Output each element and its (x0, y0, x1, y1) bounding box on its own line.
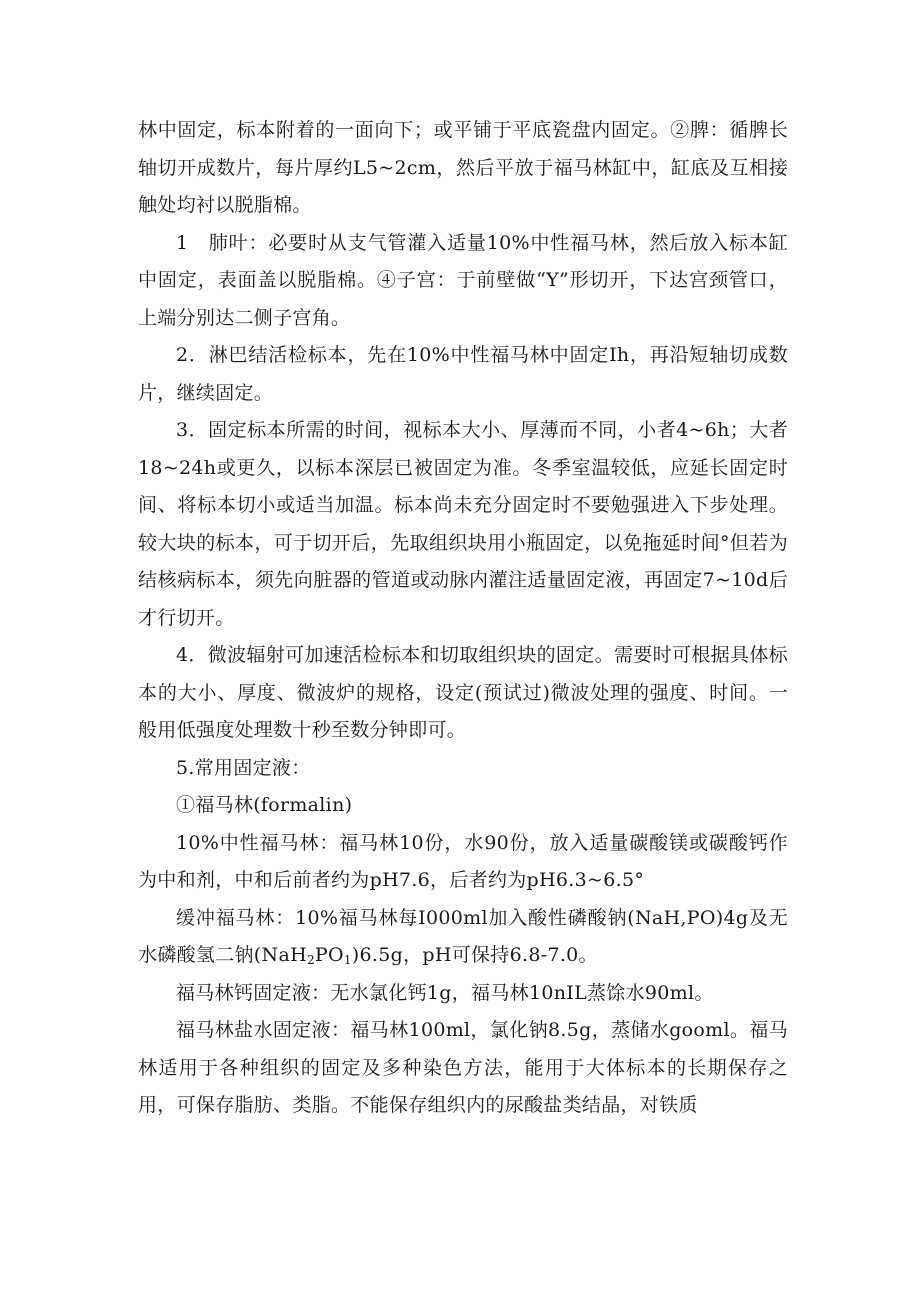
subscript-2: 2 (306, 953, 315, 967)
buffered-formalin-text-3: )6.5g，pH可保持6.8-7.0。 (351, 944, 598, 966)
paragraph-spleen-fixation: 林中固定，标本附着的一面向下；或平铺于平底瓷盘内固定。②脾：循脾长轴切开成数片，每片厚约L5~2cm，然后平放于福马林缸中，缸底及互相接触处均衬以脱脂棉。 (138, 119, 788, 216)
paragraph-neutral-formalin: 10%中性福马林：福马林10份，水90份，放入适量碳酸镁或碳酸钙作为中和剂，中和后前者约为pH7.6，后者约为pH6.3~6.5° (138, 831, 788, 891)
paragraph-fixation-time: 3．固定标本所需的时间，视标本大小、厚薄而不同，小者4~6h；大者18~24h或更久，以标本深层已被固定为准。冬季室温较低，应延长固定时间、将标本切小或适当加温。标本尚未充分固定时不要勉强进入下步处理。较大块的标本，可于切开后，先取组织块用小瓶固定，以免拖延时间°但若为结核病标本，须先向脏器的管道或动脉内灌注适量固定液，再固定7~10d后才行切开。 (138, 419, 788, 629)
paragraph-microwave: 4．微波辐射可加速活检标本和切取组织块的固定。需要时可根据具体标本的大小、厚度、微波炉的规格，设定(预试过)微波处理的强度、时间。一般用低强度处理数十秒至数分钟即可。 (138, 644, 788, 741)
buffered-formalin-text-1: 缓冲福马林：10%福马林每I000ml加入酸性磷酸钠(NaH,PO)4g及无水磷酸氢二钠(NaH (138, 906, 788, 966)
paragraph-formalin-heading: ①福马林(formalin) (176, 794, 353, 816)
paragraph-common-fixatives-heading: 5.常用固定液： (176, 756, 311, 779)
buffered-formalin-text-2: PO (314, 944, 344, 966)
paragraph-calcium-formalin: 福马林钙固定液：无水氯化钙1g，福马林10nIL蒸馀水90ml。 (176, 981, 714, 1004)
document-body (138, 112, 788, 1125)
paragraph-buffered-formalin (138, 900, 788, 975)
paragraph-saline-formalin: 福马林盐水固定液：福马林100ml，氯化钠8.5g，蒸储水gooml。福马林适用于各种组织的固定及多种染色方法，能用于大体标本的长期保存之用，可保存脂肪、类脂。不能保存组织内的尿酸盐类结晶，对铁质 (138, 1019, 788, 1116)
subscript-1: 1 (343, 953, 352, 967)
paragraph-lung-uterus: 1 肺叶：必要时从支气管灌入适量10%中性福马林，然后放入标本缸中固定，表面盖以脱脂棉。④子宫：于前壁做“Y”形切开，下达宫颈管口，上端分别达二侧子宫角。 (138, 231, 788, 329)
paragraph-lymph-node: 2．淋巴结活检标本，先在10%中性福马林中固定Ih，再沿短轴切成数片，继续固定。 (138, 344, 788, 404)
